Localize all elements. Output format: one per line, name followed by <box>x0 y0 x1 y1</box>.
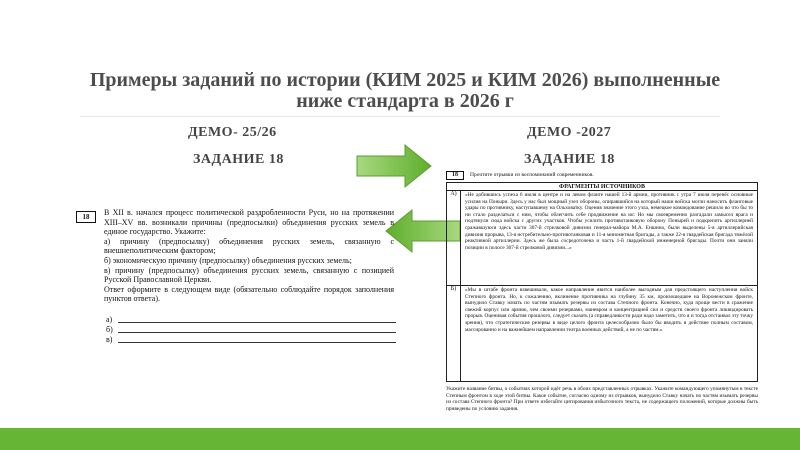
fragments-table <box>446 182 758 382</box>
task-paragraph: В XII в. начался процесс политической раздробленности Руси, но на протяжении XIII–XV вв. возникали причины (предпосылки) объединения русских земель в единое государство. Укажите: <box>104 208 394 237</box>
task-paragraph: б) экономическую причину (предпосылку) объединения русских земель; <box>104 255 352 265</box>
answer-line: б) <box>106 325 396 335</box>
slide-title <box>60 70 750 112</box>
task-question: Укажите название битвы, о событиях которой идёт речь в обоих представленных отрывках. Укажите командующего упомянутым в тексте Степным фронтом в ходе этой битвы. Какое событие, согласно одному из отрывков, вынудило Ставку начать по частям изымать резервы из состава Степного фронта? При ответе избегайте цитирования избыточного текста, не содержащего положений, которые должны быть приведены по условию задания. <box>446 386 758 412</box>
left-heading: ДЕМО- 25/26 <box>188 125 277 140</box>
right-task-label: ЗАДАНИЕ 18 <box>524 152 615 167</box>
left-task-document <box>76 208 394 358</box>
task-number-box: 18 <box>76 211 96 223</box>
slide-title-line2: ниже стандарта в 2026 г <box>296 90 514 112</box>
slide-title-line1: Примеры заданий по истории (КИМ 2025 и КИМ 2026) выполненные <box>89 69 721 91</box>
fragments-title: ФРАГМЕНТЫ ИСТОЧНИКОВ <box>447 183 757 191</box>
answer-line: а) <box>106 315 396 325</box>
left-task-text <box>104 208 394 304</box>
footer-accent-bar <box>0 428 800 450</box>
task-paragraph: а) причину (предпосылку) объединения русских земель, связанную с внешнеполитическим фактором; <box>104 236 394 256</box>
arrow-right-icon <box>355 143 433 189</box>
right-heading: ДЕМО -2027 <box>527 125 612 140</box>
task-intro: Прочтите отрывки из воспоминаний современников. <box>470 172 594 178</box>
task-paragraph: в) причину (предпосылку) объединения русских земель, связанную с позицией Русской Православной Церкви. <box>104 265 394 285</box>
task-paragraph: Ответ оформите в следующем виде (обязательно соблюдайте порядок заполнения пунктов ответа). <box>104 284 394 304</box>
task-number-box: 18 <box>446 171 464 180</box>
fragment-a: А) «Не добившись успеха 6 июля в центре и на левом фланге нашей 13-й армии, противник с утра 7 июля перенёс основные усилия на Поныри. Здесь у нас был мощный узел обороны, опиравшийся на который наши войска могли наносить фланговые удары по противнику, наступавшему на Ольховатку. Оценив значение этого узла, немецкое командование решило во что бы то ни стало разделаться с ним, чтобы облегчить себе продвижение на юг. Но мы своевременно разгадали замысел врага и подтянули сюда войска с других участков. Чтобы усилить противотанковую оборону Понырей и подкрепить артиллерией сражавшуюся здесь части 307-й стрелковой дивизии генерал-майора М.А. Еншина, были выделены 5-я артиллерийская дивизия прорыва, 13-я истребительно-противотанковая и 11-я минометная бригады, а также 22-я гвардейская бригада тяжёлой реактивной артиллерии. Здесь же была сосредоточена и часть 1-й гвардейской инженерной бригады. Почти они заняли позиции в полосе 307-й стрелковой дивизии...» <box>447 191 757 285</box>
fragment-b: Б) «Мы в штабе фронта взвешивали, какое направление явится наиболее выгодным для предстоящего наступления войск Степного фронта. Но, к сожалению, вклинение противника на глубину 35 км, произошедшее на Воронежском фронте, вынудило Ставку начать по частям изымать резервы из состава Степного фронта. Конечно, куда проще вести в сражение свежий корпус или армию, чем своими резервами, маневром и концентрацией сил и средств своего фронта ликвидировать прорыв. Оценивая события прошлого, следует сказать (а справедливости ради надо заметить, что я и тогда отстаивал эту точку зрения), что стратегические резервы в виде целого фронта целесообразно было бы вводить в действие полным составом, массированно и на важнейшем направлении театра военных действий, а не по частям.» <box>447 286 757 382</box>
answer-line: в) <box>106 335 396 345</box>
title-divider <box>80 116 720 117</box>
answer-lines <box>106 315 396 345</box>
right-task-document <box>424 170 758 422</box>
left-task-label: ЗАДАНИЕ 18 <box>193 152 284 167</box>
